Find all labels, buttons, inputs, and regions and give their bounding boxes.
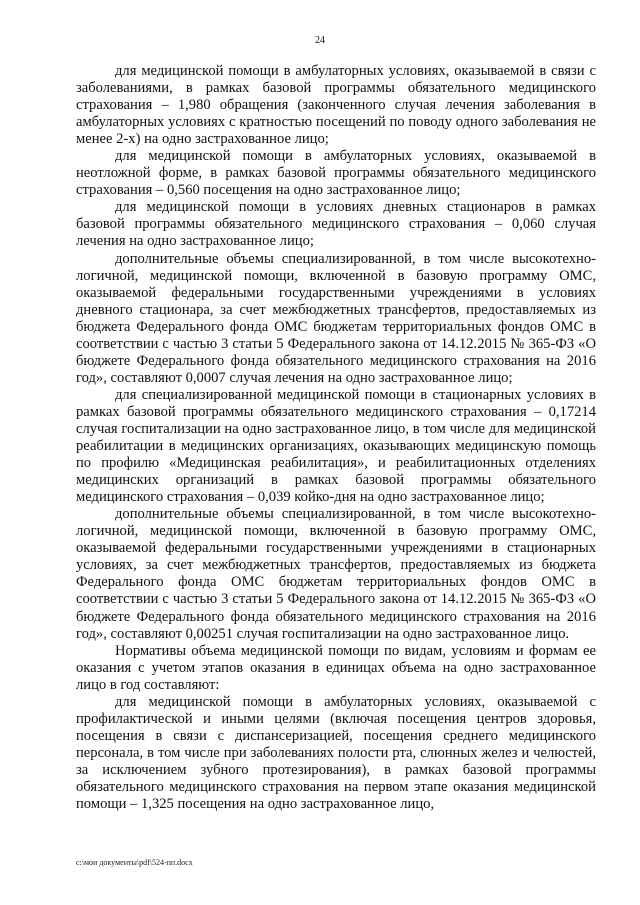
paragraph-volume-norms-intro: Нормативы объема медицинской помощи по видам, условиям и формам ее оказания с учетом этапов оказания в единицах объема на одно застрахованное лицо в год составляют:: [76, 642, 596, 693]
paragraph-additional-inpatient: дополнительные объемы специализированной, в том числе высокотехнологичной, медицинской помощи, включенной в базовую программу ОМС, оказываемой федеральными государственными учреждениями в стационарных условиях, за счет межбюджетных трансфертов, предоставляемых из бюджета Федерального фонда ОМС бюджетам территориальных фондов ОМС в соответствии с частью 3 статьи 5 Федерального закона от 14.12.2015 № 365-ФЗ «О бюджете Федерального фонда обязательного медицинского страхования на 2016 год», составляют 0,00251 случая госпитализации на одно застрахованное лицо.: [76, 506, 596, 642]
paragraph-ambulatory-diseases: для медицинской помощи в амбулаторных условиях, оказываемой в связи с заболеваниями, в рамках базовой программы обязательного медицинского страхования – 1,980 обращения (законченного случая лечения заболевания в амбулаторных условиях с кратностью посещений по поводу одного заболевания не менее 2-х) на одно застрахованное лицо;: [76, 63, 596, 148]
page-number: 24: [315, 35, 325, 46]
paragraph-additional-day-hospital: дополнительные объемы специализированной, в том числе высокотехнологичной, медицинской помощи, включенной в базовую программу ОМС, оказываемой федеральными государственными учреждениями в условиях дневного стационара, за счет межбюджетных трансфертов, предоставляемых из бюджета Федерального фонда ОМС бюджетам территориальных фондов ОМС в соответствии с частью 3 статьи 5 Федерального закона от 14.12.2015 № 365-ФЗ «О бюджете Федерального фонда обязательного медицинского страхования на 2016 год», составляют 0,0007 случая лечения на одно застрахованное лицо;: [76, 250, 596, 386]
paragraph-day-hospital: для медицинской помощи в условиях дневных стационаров в рамках базовой программы обязательного медицинского страхования – 0,060 случая лечения на одно застрахованное лицо;: [76, 199, 596, 250]
paragraph-ambulatory-preventive: для медицинской помощи в амбулаторных условиях, оказываемой с профилактической и иными целями (включая посещения центров здоровья, посещения в связи с диспансеризацией, посещения среднего медицинского персонала, в том числе при заболеваниях полости рта, слюнных желез и челюстей, за исключением зубного протезирования), в рамках базовой программы обязательного медицинского страхования на первом этапе оказания медицинской помощи – 1,325 посещения на одно застрахованное лицо,: [76, 693, 596, 813]
paragraph-ambulatory-urgent: для медицинской помощи в амбулаторных условиях, оказываемой в неотложной форме, в рамках базовой программы обязательного медицинского страхования – 0,560 посещения на одно застрахованное лицо;: [76, 148, 596, 199]
document-body: [76, 63, 596, 813]
footer-file-path: c:\мои документы\pdf\524-пп.docx: [76, 858, 193, 867]
paragraph-specialized-inpatient: для специализированной медицинской помощи в стационарных условиях в рамках базовой программы обязательного медицинского страхования – 0,17214 случая госпитализации на одно застрахованное лицо, в том числе для медицинской реабилитации в медицинских организациях, оказывающих медицинскую помощь по профилю «Медицинская реабилитация», и реабилитационных отделениях медицинских организаций в рамках базовой программы обязательного медицинского страхования – 0,039 койко-дня на одно застрахованное лицо;: [76, 386, 596, 506]
